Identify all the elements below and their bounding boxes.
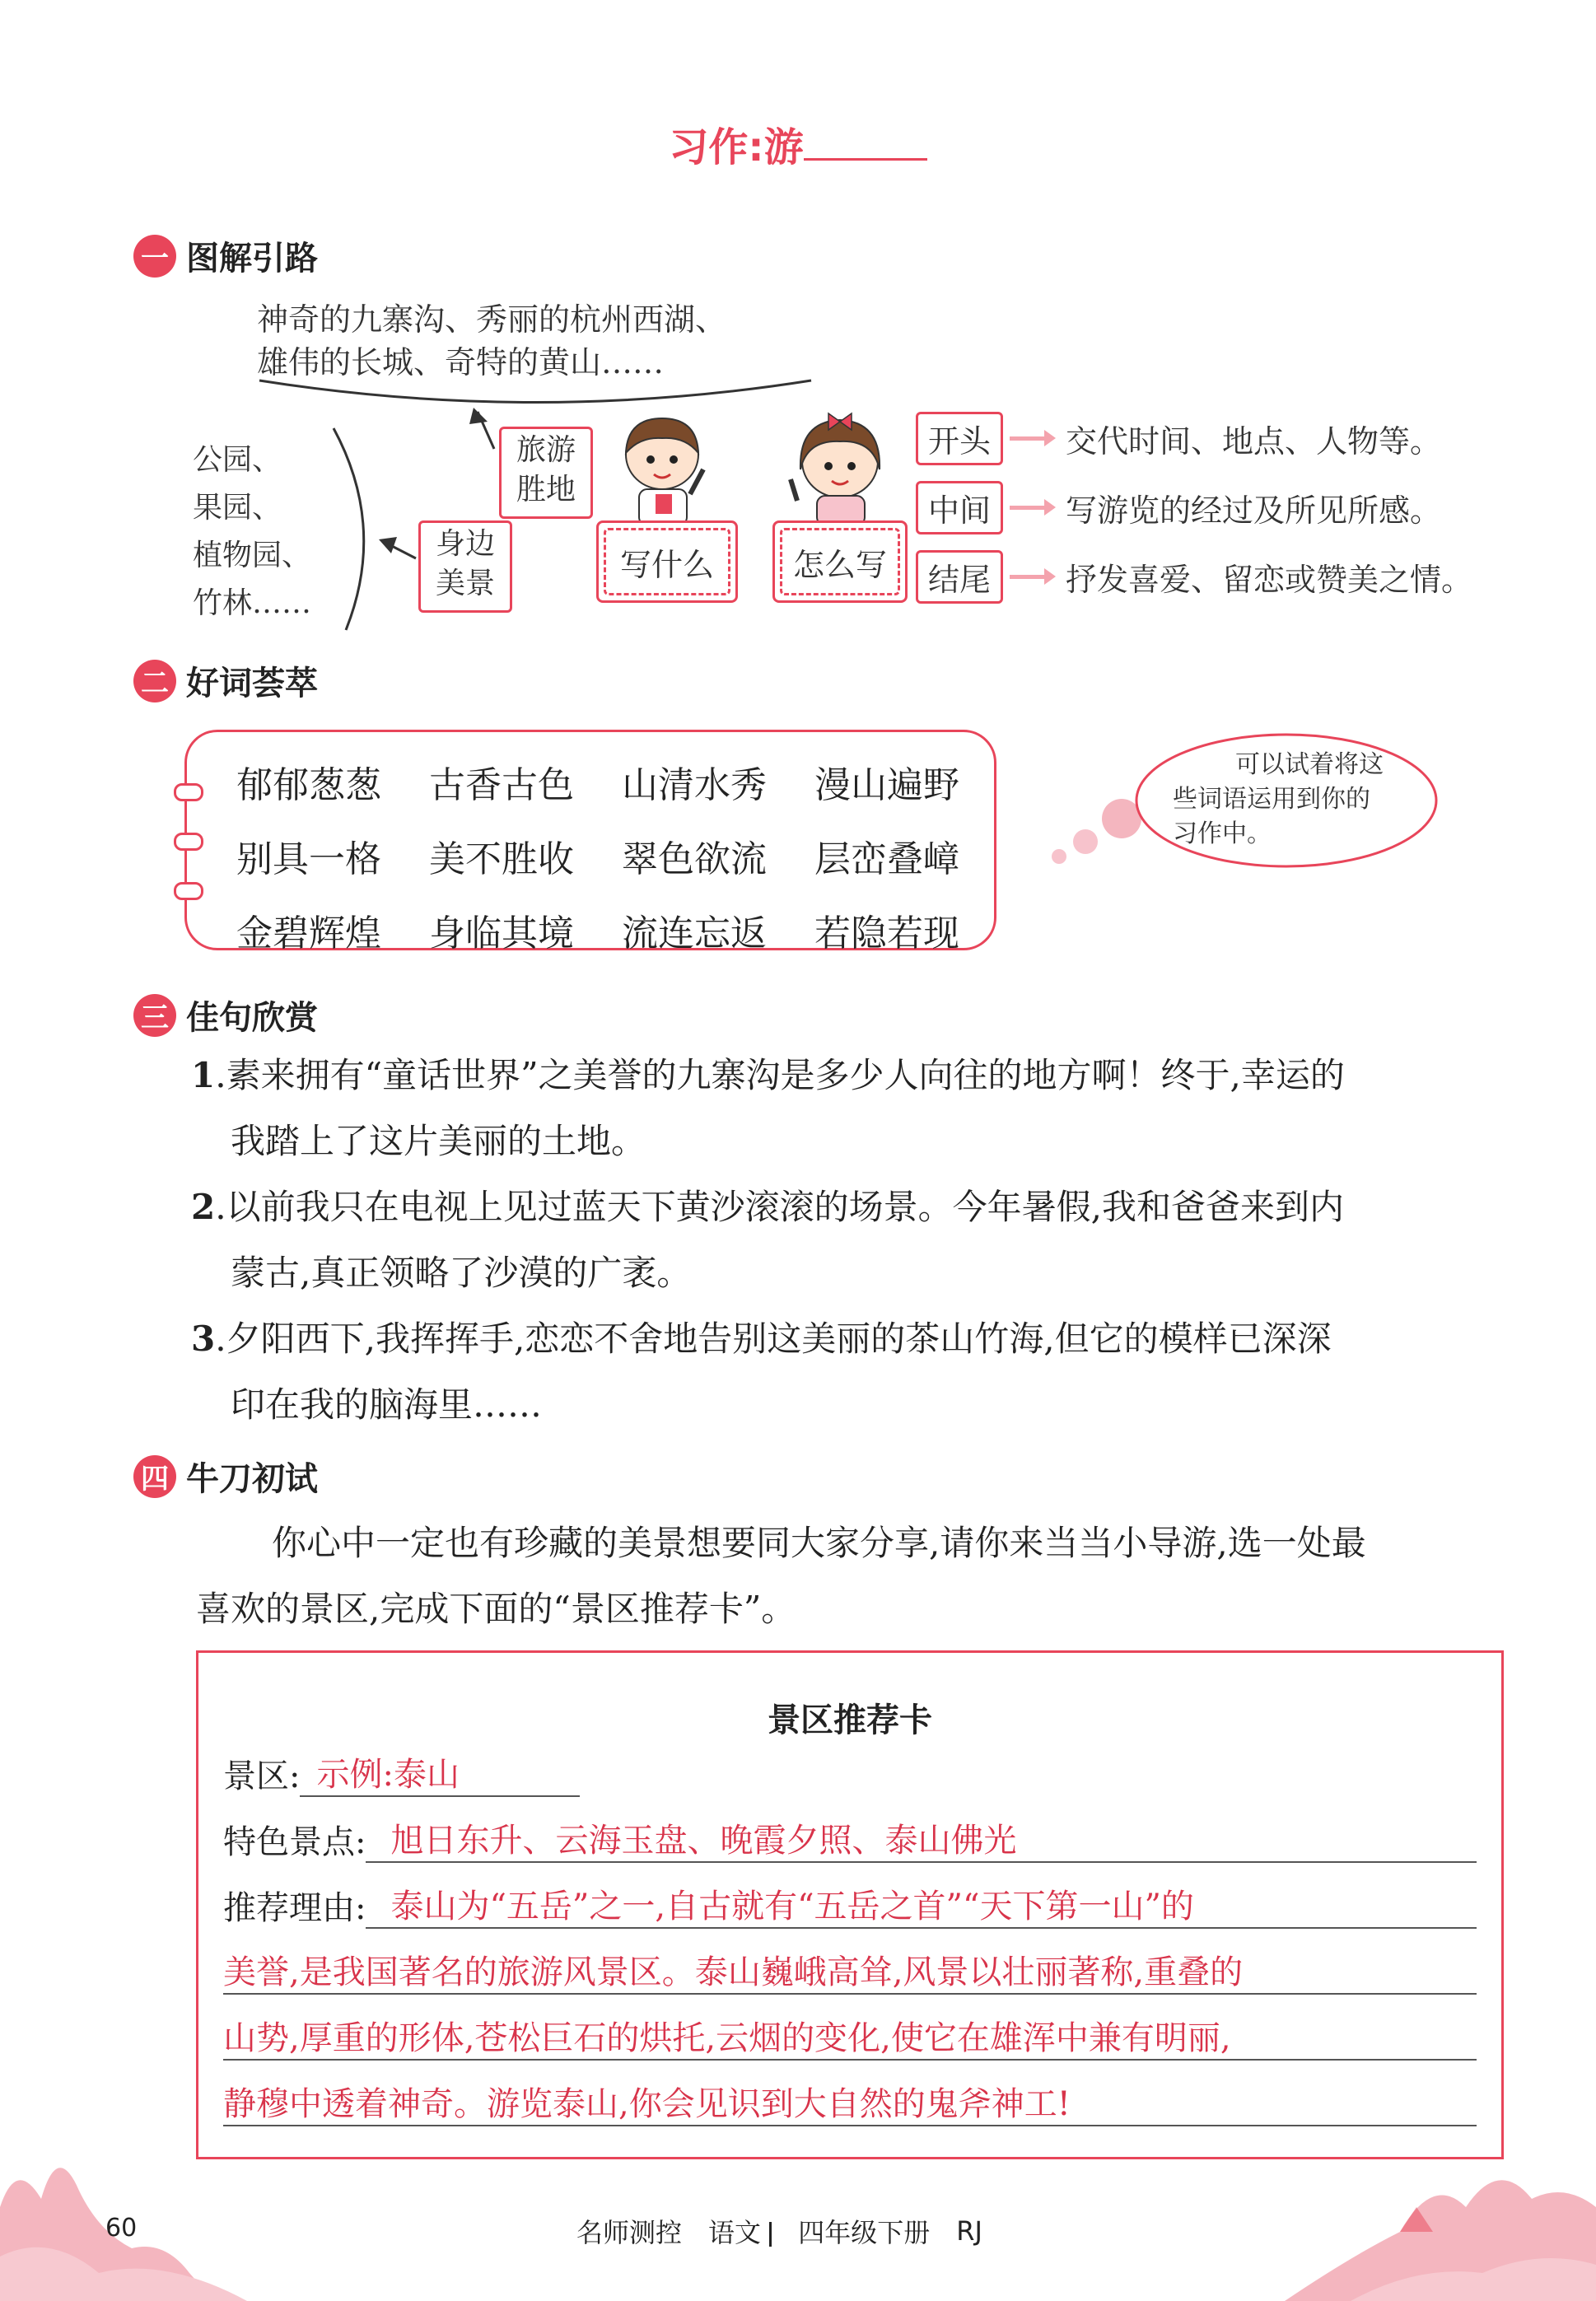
tourist-spot-line: 胜地	[516, 473, 576, 506]
nearby-beauty-box	[418, 520, 512, 613]
word-item: 翠色欲流	[622, 838, 767, 880]
subject-group	[708, 2212, 772, 2250]
structure-text: 交代时间、地点、人物等。	[1066, 422, 1442, 460]
structure-text: 写游览的经过及所见所感。	[1066, 492, 1442, 529]
binder-ring-icon	[174, 783, 203, 801]
footer-divider	[769, 2222, 772, 2247]
sentence-line: 素来拥有“童话世界”之美誉的九寨沟是多少人向往的地方啊！终于,幸运的	[226, 1055, 1345, 1095]
section-number: 一	[133, 235, 176, 278]
scenic-row	[223, 1748, 800, 1797]
tourist-spot-line: 旅游	[516, 433, 576, 467]
word-item: 美不胜收	[429, 838, 574, 880]
word-item: 层峦叠嶂	[814, 838, 959, 880]
word-grid	[236, 755, 1007, 956]
word-item: 郁郁葱葱	[236, 764, 381, 806]
girl-icon	[787, 404, 894, 527]
feature-value[interactable]: 旭日东升、云海玉盘、晚霞夕照、泰山佛光	[366, 1814, 1477, 1863]
section-title: 好词荟萃	[186, 665, 318, 702]
structure-row-opening	[916, 407, 1472, 469]
reason-row-1	[223, 1880, 1477, 1929]
nearby-beauty-line: 身边	[435, 527, 495, 561]
structure-label: 中间	[916, 481, 1003, 534]
reason-line[interactable]: 山势,厚重的形体,苍松巨石的烘托,云烟的变化,使它在雄浑中兼有明丽,	[223, 2012, 1477, 2061]
section-title: 佳句欣赏	[186, 999, 318, 1037]
structure-list	[916, 407, 1472, 608]
word-item: 山清水秀	[622, 764, 767, 806]
sentence-line: 以前我只在电视上见过蓝天下黄沙滚滚的场景。今年暑假,我和爸爸来到内	[226, 1187, 1344, 1227]
footer-info	[576, 2212, 982, 2250]
pink-arrow-icon	[1010, 571, 1059, 582]
feature-label: 特色景点:	[223, 1823, 366, 1861]
page-number: 60	[105, 2214, 138, 2243]
bubble-text	[1173, 748, 1425, 852]
what-to-write-box	[596, 520, 738, 603]
scenic-label: 景区:	[223, 1757, 301, 1795]
feature-row	[223, 1814, 1477, 1863]
boy-icon	[611, 412, 718, 527]
sentence-item: 1.素来拥有“童话世界”之美誉的九寨沟是多少人向往的地方啊！终于,幸运的 我踏上了这片美丽的土地。	[191, 1043, 1509, 1174]
good-words-box	[184, 730, 996, 954]
sentence-line: 夕阳西下,我挥挥手,恋恋不舍地告别这美丽的茶山竹海,但它的模样已深深	[226, 1319, 1332, 1359]
nearby-item: 竹林……	[193, 586, 312, 620]
card-title: 景区推荐卡	[768, 1701, 932, 1739]
sentence-line: 印在我的脑海里……	[231, 1384, 543, 1425]
pink-arrow-icon	[1010, 502, 1059, 513]
reason-row-2	[223, 1946, 1477, 1995]
word-item: 若隐若现	[814, 912, 959, 954]
tourist-spot-box	[499, 427, 593, 519]
famous-line-1: 神奇的九寨沟、秀丽的杭州西湖、	[257, 301, 727, 338]
section-4-header	[133, 1453, 318, 1500]
arrow-up-head	[469, 408, 488, 424]
task-line: 喜欢的景区,完成下面的“景区推荐卡”。	[196, 1589, 796, 1629]
famous-line-2: 雄伟的长城、奇特的黄山……	[257, 344, 665, 380]
edition-code: RJ	[956, 2215, 982, 2247]
structure-row-middle	[916, 476, 1472, 539]
sentence-number: 2	[191, 1187, 216, 1227]
pink-arrow-icon	[1010, 432, 1059, 444]
sentence-line: 我踏上了这片美丽的土地。	[231, 1121, 646, 1161]
scenic-value[interactable]: 示例:泰山	[300, 1748, 580, 1797]
sentence-number: 1	[191, 1055, 216, 1095]
sentence-item: 3.夕阳西下,我挥挥手,恋恋不舍地告别这美丽的茶山竹海,但它的模样已深深 印在我的脑海里……	[191, 1306, 1509, 1438]
nearby-beauty-line: 美景	[435, 567, 495, 600]
section-number: 四	[133, 1455, 176, 1498]
structure-label: 开头	[916, 412, 1003, 465]
structure-row-ending	[916, 545, 1472, 608]
reason-row-3	[223, 2012, 1477, 2061]
section-number: 三	[133, 994, 176, 1037]
sentence-item: 2.以前我只在电视上见过蓝天下黄沙滚滚的场景。今年暑假,我和爸爸来到内 蒙古,真正领略了沙漠的广袤。	[191, 1174, 1509, 1306]
section-number: 二	[133, 660, 176, 702]
word-item: 古香古色	[429, 764, 574, 806]
page-title-text: 习作:游	[669, 124, 804, 170]
reason-line[interactable]: 静穆中透着神奇。游览泰山,你会见识到大自然的鬼斧神工!	[223, 2078, 1477, 2126]
bubble-line: 些词语运用到你的	[1173, 785, 1370, 814]
reason-line[interactable]: 泰山为“五岳”之一,自古就有“五岳之首”“天下第一山”的	[366, 1880, 1477, 1929]
what-to-write-label: 写什么	[604, 528, 730, 595]
grade-name: 四年级下册	[798, 2217, 931, 2248]
reason-line[interactable]: 美誉,是我国著名的旅游风景区。泰山巍峨高耸,风景以壮丽著称,重叠的	[223, 1946, 1477, 1995]
structure-label: 结尾	[916, 550, 1003, 604]
nearby-places-list	[193, 436, 311, 628]
series-name: 名师测控	[576, 2217, 683, 2248]
sentence-line: 蒙古,真正领略了沙漠的广袤。	[231, 1253, 692, 1293]
how-to-write-label: 怎么写	[780, 528, 900, 595]
nearby-item: 果园、	[193, 491, 282, 525]
mountain-decoration-icon	[0, 2108, 1596, 2301]
binder-ring-icon	[174, 833, 203, 851]
nearby-item: 植物园、	[193, 539, 312, 572]
bubble-line: 可以试着将这	[1235, 750, 1384, 779]
sentence-list	[191, 1043, 1509, 1438]
section-title: 图解引路	[186, 240, 318, 278]
word-item: 漫山遍野	[814, 764, 959, 806]
structure-text: 抒发喜爱、留恋或赞美之情。	[1066, 561, 1473, 598]
task-line: 你心中一定也有珍藏的美景想要同大家分享,请你来当当小导游,选一处最	[272, 1523, 1366, 1563]
reason-label: 推荐理由:	[223, 1889, 366, 1927]
section-3-header	[133, 992, 318, 1038]
scenic-recommendation-card	[196, 1650, 1504, 2159]
nearby-brace	[334, 428, 364, 630]
arrow-left-head	[379, 537, 397, 553]
word-item: 金碧辉煌	[236, 912, 381, 954]
word-item: 身临其境	[429, 912, 574, 954]
bubble-line: 习作中。	[1173, 819, 1272, 848]
binder-ring-icon	[174, 882, 203, 900]
word-item: 别具一格	[236, 838, 381, 880]
sentence-number: 3	[191, 1319, 216, 1359]
nearby-item: 公园、	[193, 443, 282, 477]
famous-spots-text	[257, 298, 726, 384]
section-2-header	[133, 657, 318, 704]
how-to-write-box	[772, 520, 908, 603]
task-instruction	[196, 1510, 1514, 1642]
word-item: 流连忘返	[622, 912, 767, 954]
subject-name: 语文	[708, 2217, 762, 2248]
section-title: 牛刀初试	[186, 1460, 318, 1498]
